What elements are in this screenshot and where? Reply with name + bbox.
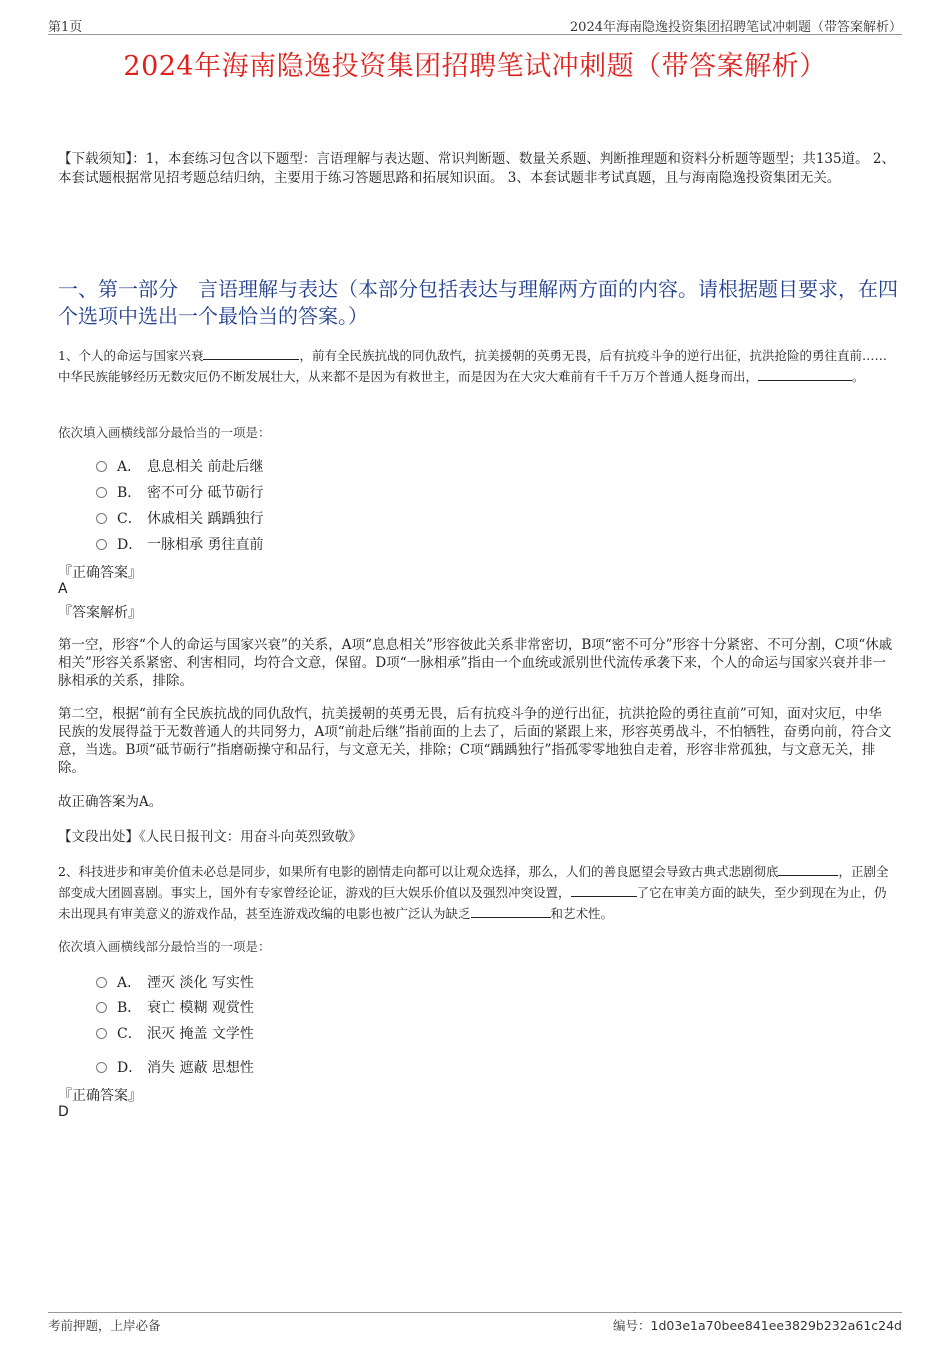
blank-1: [778, 862, 838, 876]
question-1-prompt: 依次填入画横线部分最恰当的一项是：: [58, 425, 271, 440]
blank-1: [203, 346, 299, 360]
question-1-stem: 1、个人的命运与国家兴衰 ，前有全民族抗战的同仇敌忾，抗美援朝的英勇无畏，后有抗疫斗争的逆行出征，抗洪抢险的勇往直前……中华民族能够经历无数灾厄仍不断发展壮大，从来都不是因为有救世主，而是因为在大灾大难前有千千万万个普通人挺身而出， 。: [58, 348, 887, 384]
footer-slogan: 考前押题，上岸必备: [48, 1318, 161, 1333]
q1-answer-label: 『正确答案』: [58, 565, 142, 581]
page-footer: [48, 1312, 902, 1335]
q1-source: 【文段出处】《人民日报刊文：用奋斗向英烈致敬》: [58, 829, 362, 845]
q2-option-d[interactable]: D． 消失 遮蔽 思想性: [96, 1057, 254, 1077]
question-2-stem: 2、科技进步和审美价值未必总是同步，如果所有电影的剧情走向都可以让观众选择，那么，人们的善良愿望会导致古典式悲剧彻底 ，正剧全部变成大团圆喜剧。事实上，国外有专家曾经论证，游戏的巨大娱乐价值以及强烈冲突设置， 了它在审美方面的缺失，至少到现在为止，仍未出现具有审美意义的游戏作品，甚至连游戏改编的电影也被广泛认为缺乏 和艺术性。: [58, 864, 889, 921]
document-title: 2024年海南隐逸投资集团招聘笔试冲刺题（带答案解析）: [123, 51, 827, 82]
download-notice: 【下载须知】：1，本套练习包含以下题型：言语理解与表达题、常识判断题、数量关系题、判断推理题和资料分析题等题型；共135道。 2、本套试题根据常见招考题总结归纳，主要用于练习答题思路和拓展知识面。 3、本套试题非考试真题，且与海南隐逸投资集团无关。: [58, 151, 895, 186]
q1-option-a[interactable]: A． 息息相关 前赴后继: [96, 456, 263, 476]
blank-3: [471, 904, 551, 918]
q1-option-b[interactable]: B． 密不可分 砥节砺行: [96, 482, 263, 502]
radio-icon[interactable]: [96, 539, 107, 550]
q1-analysis-paragraph-2: 第二空，根据“前有全民族抗战的同仇敌忾，抗美援朝的英勇无畏，后有抗疫斗争的逆行出征，抗洪抢险的勇往直前”可知，面对灾厄，中华民族的发展得益于无数普通人的共同努力，A项“前赴后继”指前面的上去了，后面的紧跟上来，形容英勇战斗，不怕牺牲，奋勇向前，符合文意，当选。B项“砥节砺行”指磨砺操守和品行，与文意无关，排除；C项“踽踽独行”指孤零零地独自走着，形容非常孤独，与文意无关，排除。: [58, 706, 892, 776]
q2-option-c[interactable]: C． 泯灭 掩盖 文学性: [96, 1023, 254, 1043]
footer-serial: 编号：1d03e1a70bee841ee3829b232a61c24d: [613, 1318, 902, 1333]
blank-2: [758, 367, 852, 381]
question-2-prompt: 依次填入画横线部分最恰当的一项是：: [58, 939, 271, 954]
radio-icon[interactable]: [96, 461, 107, 472]
q1-analysis-label: 『答案解析』: [58, 605, 142, 621]
section-title: 一、第一部分 言语理解与表达（本部分包括表达与理解两方面的内容。请根据题目要求，在四个选项中选出一个最恰当的答案。）: [58, 277, 898, 328]
header-doc-title: 2024年海南隐逸投资集团招聘笔试冲刺题（带答案解析）: [569, 20, 902, 35]
q2-option-b[interactable]: B． 衰亡 模糊 观赏性: [96, 997, 254, 1017]
q2-answer: D: [58, 1104, 69, 1120]
radio-icon[interactable]: [96, 487, 107, 498]
radio-icon[interactable]: [96, 1028, 107, 1039]
q1-option-c[interactable]: C． 休戚相关 踽踽独行: [96, 508, 263, 528]
q2-answer-label: 『正确答案』: [58, 1088, 142, 1104]
page-number: 第1页: [48, 20, 83, 35]
q1-analysis-paragraph-1: 第一空，形容“个人的命运与国家兴衰”的关系，A项“息息相关”形容彼此关系非常密切，B项“密不可分”形容十分紧密、不可分割，C项“休戚相关”形容关系紧密、利害相同，均符合文意，保留。D项“一脉相承”指由一个血统或派别世代流传承袭下来，个人的命运与国家兴衰并非一脉相承的关系，排除。: [58, 637, 893, 689]
q1-answer: A: [58, 581, 68, 597]
blank-2: [571, 883, 637, 897]
q1-option-d[interactable]: D． 一脉相承 勇往直前: [96, 534, 263, 554]
radio-icon[interactable]: [96, 977, 107, 988]
q1-conclusion: 故正确答案为A。: [58, 794, 163, 810]
radio-icon[interactable]: [96, 1002, 107, 1013]
page-header: [48, 14, 902, 35]
radio-icon[interactable]: [96, 1062, 107, 1073]
q2-option-a[interactable]: A． 湮灭 淡化 写实性: [96, 972, 254, 992]
radio-icon[interactable]: [96, 513, 107, 524]
